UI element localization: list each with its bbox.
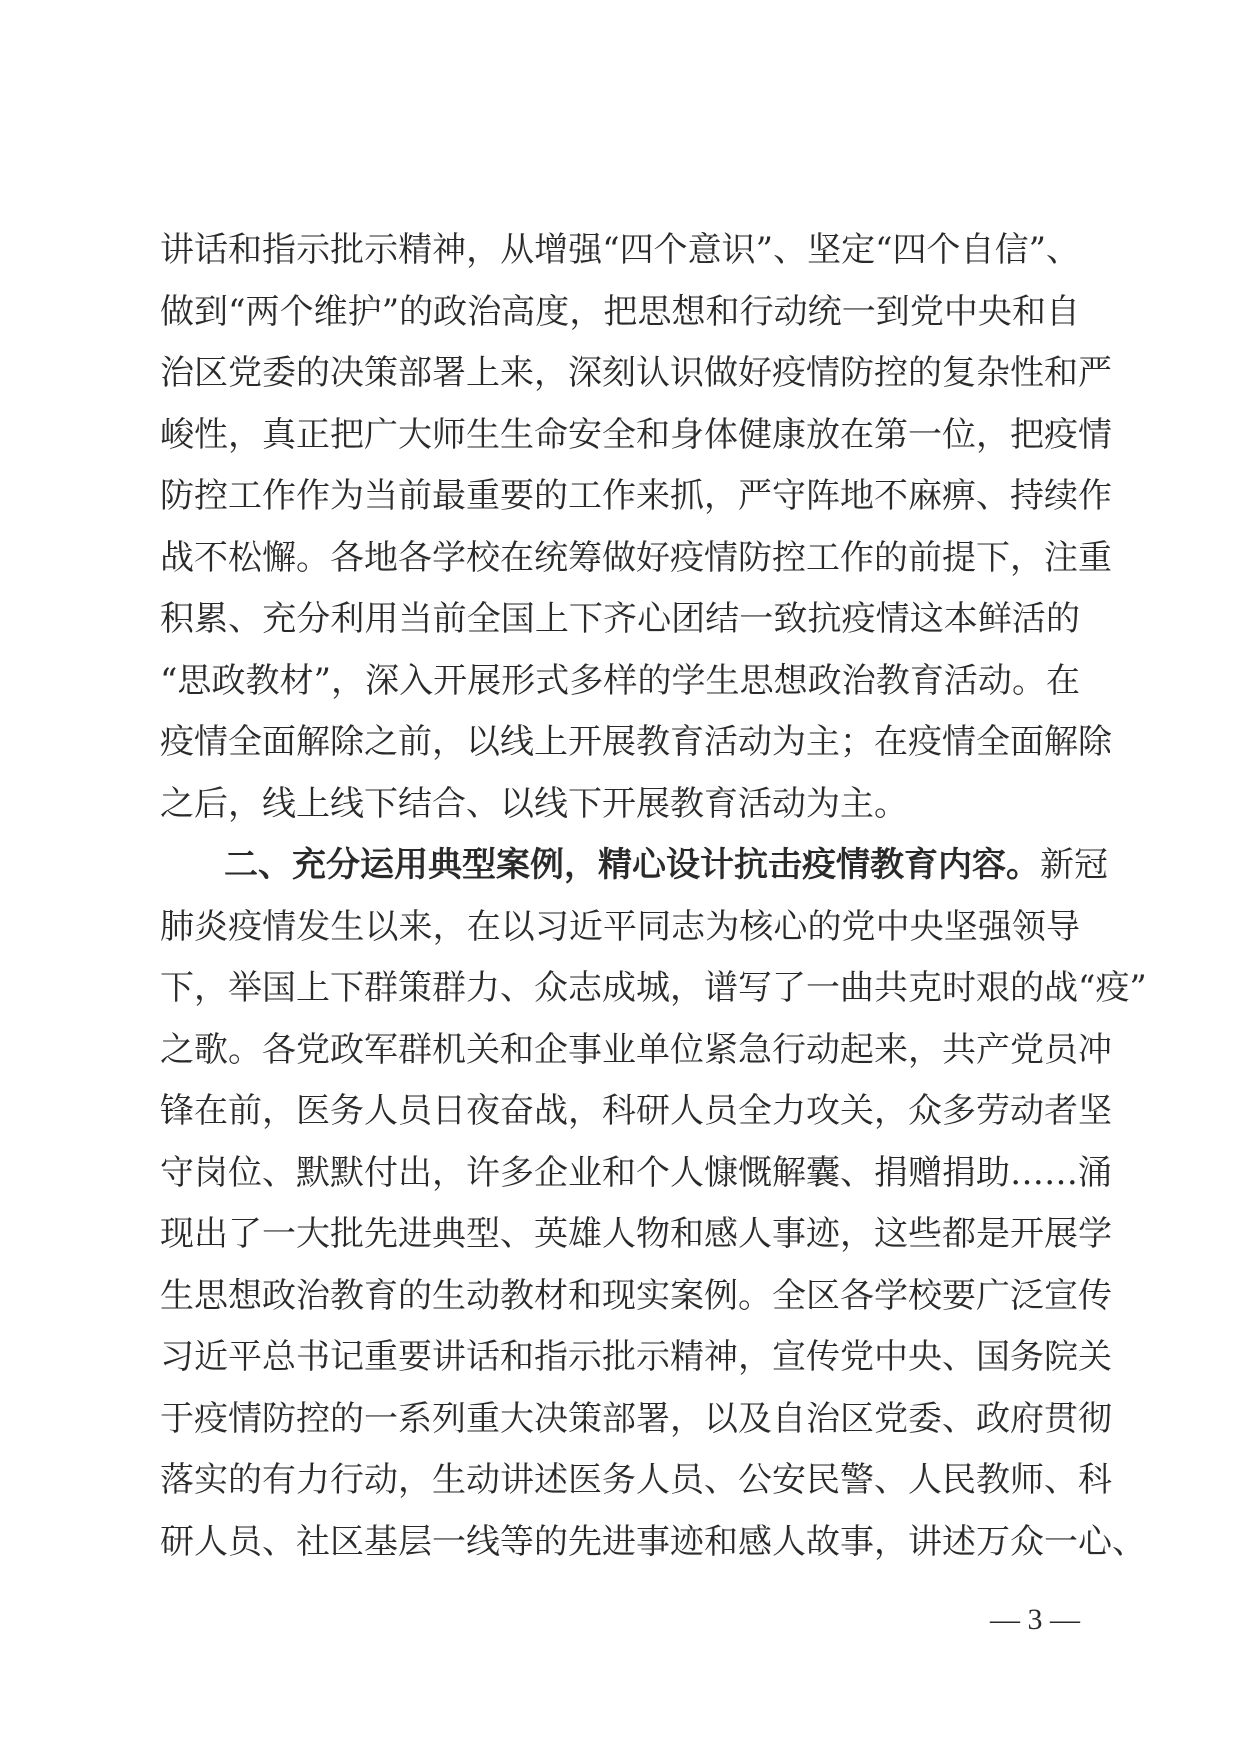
text-line: 于疫情防控的一系列重大决策部署，以及自治区党委、政府贯彻 <box>160 1398 1112 1439</box>
text-line: 疫情全面解除之前，以线上开展教育活动为主；在疫情全面解除 <box>160 722 1112 762</box>
page-number: — 3 — <box>990 1603 1080 1636</box>
text-line: 之后，线上线下结合、以线下开展教育活动为主。 <box>160 783 908 824</box>
text-line: “思政教材”，深入开展形式多样的学生思想政治教育活动。在 <box>160 660 1080 701</box>
text-line: 肺炎疫情发生以来，在以习近平同志为核心的党中央坚强领导 <box>160 906 1080 947</box>
text-line: 守岗位、默默付出，许多企业和个人慷慨解囊、捐赠捐助……涌 <box>160 1152 1112 1193</box>
section-heading-tail: 新冠 <box>1040 845 1108 885</box>
body-text <box>160 220 1147 1573</box>
text-line: 峻性，真正把广大师生生命安全和身体健康放在第一位，把疫情 <box>160 414 1112 455</box>
text-line: 防控工作作为当前最重要的工作来抓，严守阵地不麻痹、持续作 <box>160 476 1112 516</box>
text-line: 生思想政治教育的生动教材和现实案例。全区各学校要广泛宣传 <box>160 1275 1112 1316</box>
text-line: 战不松懈。各地各学校在统筹做好疫情防控工作的前提下，注重 <box>160 537 1112 578</box>
text-line: 做到“两个维护”的政治高度，把思想和行动统一到党中央和自 <box>160 291 1080 332</box>
text-line: 之歌。各党政军群机关和企事业单位紧急行动起来，共产党员冲 <box>160 1029 1112 1070</box>
text-line: 治区党委的决策部署上来，深刻认识做好疫情防控的复杂性和严 <box>160 353 1112 393</box>
text-line: 落实的有力行动，生动讲述医务人员、公安民警、人民教师、科 <box>160 1460 1112 1500</box>
text-line: 锋在前，医务人员日夜奋战，科研人员全力攻关，众多劳动者坚 <box>160 1091 1112 1131</box>
text-line: 积累、充分利用当前全国上下齐心团结一致抗疫情这本鲜活的 <box>160 599 1080 639</box>
text-line: 习近平总书记重要讲话和指示批示精神，宣传党中央、国务院关 <box>160 1337 1112 1377</box>
text-line: 现出了一大批先进典型、英雄人物和感人事迹，这些都是开展学 <box>160 1214 1112 1254</box>
text-line: 研人员、社区基层一线等的先进事迹和感人故事，讲述万众一心、 <box>160 1521 1146 1562</box>
text-line: 讲话和指示批示精神，从增强“四个意识”、坚定“四个自信”、 <box>160 230 1080 270</box>
section-heading: 二、充分运用典型案例，精心设计抗击疫情教育内容。 <box>224 845 1040 885</box>
text-line: 下，举国上下群策群力、众志成城，谱写了一曲共克时艰的战“疫” <box>160 968 1147 1008</box>
section-heading-line <box>160 835 1108 897</box>
